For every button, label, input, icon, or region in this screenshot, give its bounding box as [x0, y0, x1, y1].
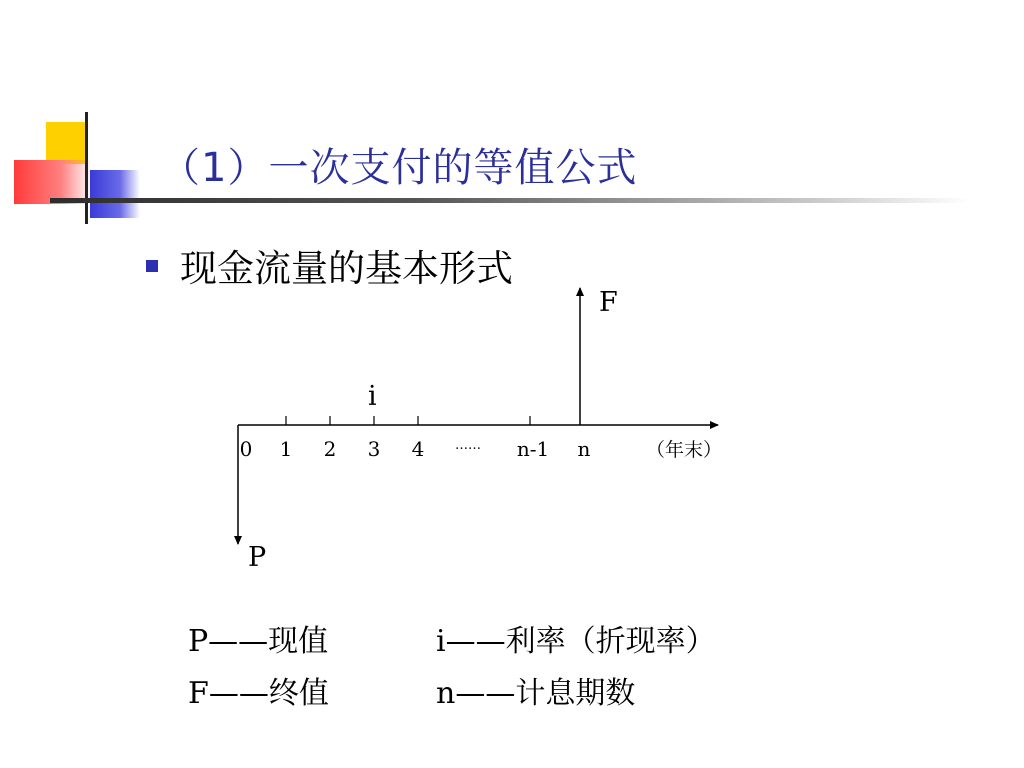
present-value-label: P [248, 542, 267, 573]
tick-label: n [577, 437, 591, 461]
legend-p: P——现值 [188, 624, 329, 659]
tick-label: 3 [367, 437, 381, 461]
legend-f: F——终值 [188, 676, 329, 711]
slide-title: （1）一次支付的等值公式 [160, 145, 638, 191]
interest-rate-label: i [368, 381, 377, 412]
tick-label: 4 [411, 437, 425, 461]
tick-label: 1 [279, 437, 293, 461]
legend-i: i——利率（折现率） [436, 624, 716, 659]
tick-label: 2 [323, 437, 337, 461]
bullet-text: 现金流量的基本形式 [180, 247, 513, 290]
tick-labels [240, 437, 591, 461]
axis-unit-label: （年末） [646, 439, 723, 461]
tick-label: n-1 [516, 437, 550, 461]
tick-label: …… [455, 438, 481, 453]
future-value-label: F [599, 287, 618, 318]
tick-label: 0 [239, 437, 253, 461]
tick-marks [286, 416, 530, 425]
legend-n: n——计息期数 [436, 676, 636, 711]
